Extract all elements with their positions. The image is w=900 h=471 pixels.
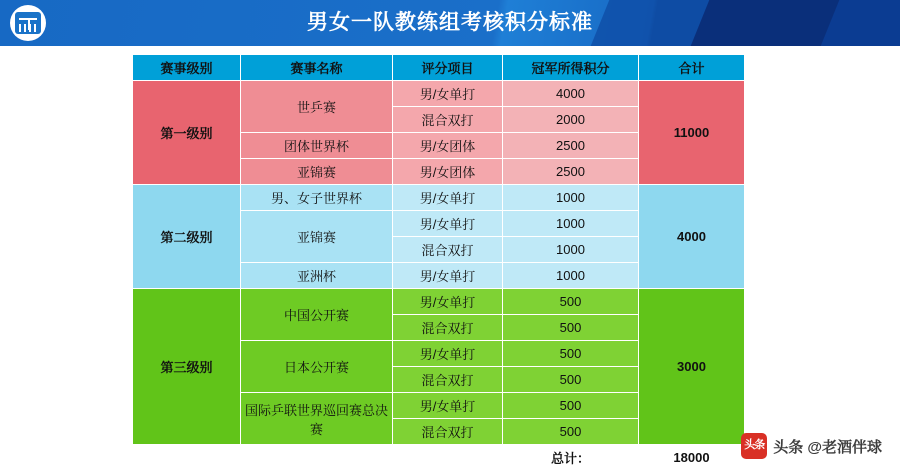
scoring-item-cell: 混合双打 [393, 237, 503, 263]
table-row [133, 185, 745, 211]
page-header [0, 0, 900, 46]
points-cell: 1000 [503, 211, 639, 237]
points-cell: 500 [503, 367, 639, 393]
event-name-cell: 国际乒联世界巡回赛总决赛 [241, 393, 393, 445]
points-cell: 2500 [503, 159, 639, 185]
points-cell: 500 [503, 419, 639, 445]
points-cell: 2000 [503, 107, 639, 133]
event-name-cell: 世乒赛 [241, 81, 393, 133]
table-body [133, 81, 745, 471]
header-underline [0, 46, 900, 54]
column-header-scoring-item: 评分项目 [393, 55, 503, 81]
scoring-item-cell: 男/女单打 [393, 341, 503, 367]
grand-total-label: 总计： [503, 445, 639, 471]
scoring-item-cell: 男/女团体 [393, 133, 503, 159]
scoring-item-cell: 混合双打 [393, 107, 503, 133]
subtotal-cell-tier3: 3000 [639, 289, 745, 445]
event-name-cell: 亚洲杯 [241, 263, 393, 289]
level-cell-tier2: 第二级别 [133, 185, 241, 289]
emblem-icon-inner [15, 12, 41, 34]
subtotal-cell-tier1: 11000 [639, 81, 745, 185]
event-name-cell: 亚锦赛 [241, 211, 393, 263]
scoring-item-cell: 男/女单打 [393, 393, 503, 419]
scoring-item-cell: 男/女单打 [393, 81, 503, 107]
emblem-icon [10, 5, 46, 41]
points-cell: 500 [503, 393, 639, 419]
grand-total-value: 18000 [639, 445, 745, 471]
toutiao-logo-icon: 头条 [741, 433, 767, 459]
scoring-item-cell: 混合双打 [393, 419, 503, 445]
score-table [132, 54, 745, 471]
grand-total-spacer [393, 445, 503, 471]
column-header-subtotal: 合计 [639, 55, 745, 81]
points-cell: 2500 [503, 133, 639, 159]
grand-total-spacer [133, 445, 241, 471]
page-title: 男女一队教练组考核积分标准 [307, 11, 593, 34]
level-cell-tier3: 第三级别 [133, 289, 241, 445]
subtotal-cell-tier2: 4000 [639, 185, 745, 289]
column-header-level: 赛事级别 [133, 55, 241, 81]
scoring-item-cell: 男/女团体 [393, 159, 503, 185]
scoring-item-cell: 混合双打 [393, 367, 503, 393]
table-row [133, 289, 745, 315]
watermark [741, 433, 882, 459]
points-cell: 1000 [503, 263, 639, 289]
emblem-icon-bars [19, 24, 37, 32]
event-name-cell: 中国公开赛 [241, 289, 393, 341]
points-cell: 500 [503, 341, 639, 367]
level-cell-tier1: 第一级别 [133, 81, 241, 185]
event-name-cell: 日本公开赛 [241, 341, 393, 393]
scoring-item-cell: 男/女单打 [393, 289, 503, 315]
grand-total-spacer [241, 445, 393, 471]
watermark-text: 头条 @老酒伴球 [773, 438, 882, 456]
score-table-container [132, 54, 744, 471]
scoring-item-cell: 男/女单打 [393, 211, 503, 237]
event-name-cell: 男、女子世界杯 [241, 185, 393, 211]
event-name-cell: 亚锦赛 [241, 159, 393, 185]
scoring-item-cell: 男/女单打 [393, 263, 503, 289]
grand-total-row [133, 445, 745, 471]
table-row [133, 81, 745, 107]
points-cell: 4000 [503, 81, 639, 107]
points-cell: 1000 [503, 237, 639, 263]
column-header-event-name: 赛事名称 [241, 55, 393, 81]
points-cell: 500 [503, 289, 639, 315]
event-name-cell: 团体世界杯 [241, 133, 393, 159]
points-cell: 500 [503, 315, 639, 341]
scoring-item-cell: 混合双打 [393, 315, 503, 341]
points-cell: 1000 [503, 185, 639, 211]
scoring-item-cell: 男/女单打 [393, 185, 503, 211]
table-header-row [133, 55, 745, 81]
column-header-champion-points: 冠军所得积分 [503, 55, 639, 81]
